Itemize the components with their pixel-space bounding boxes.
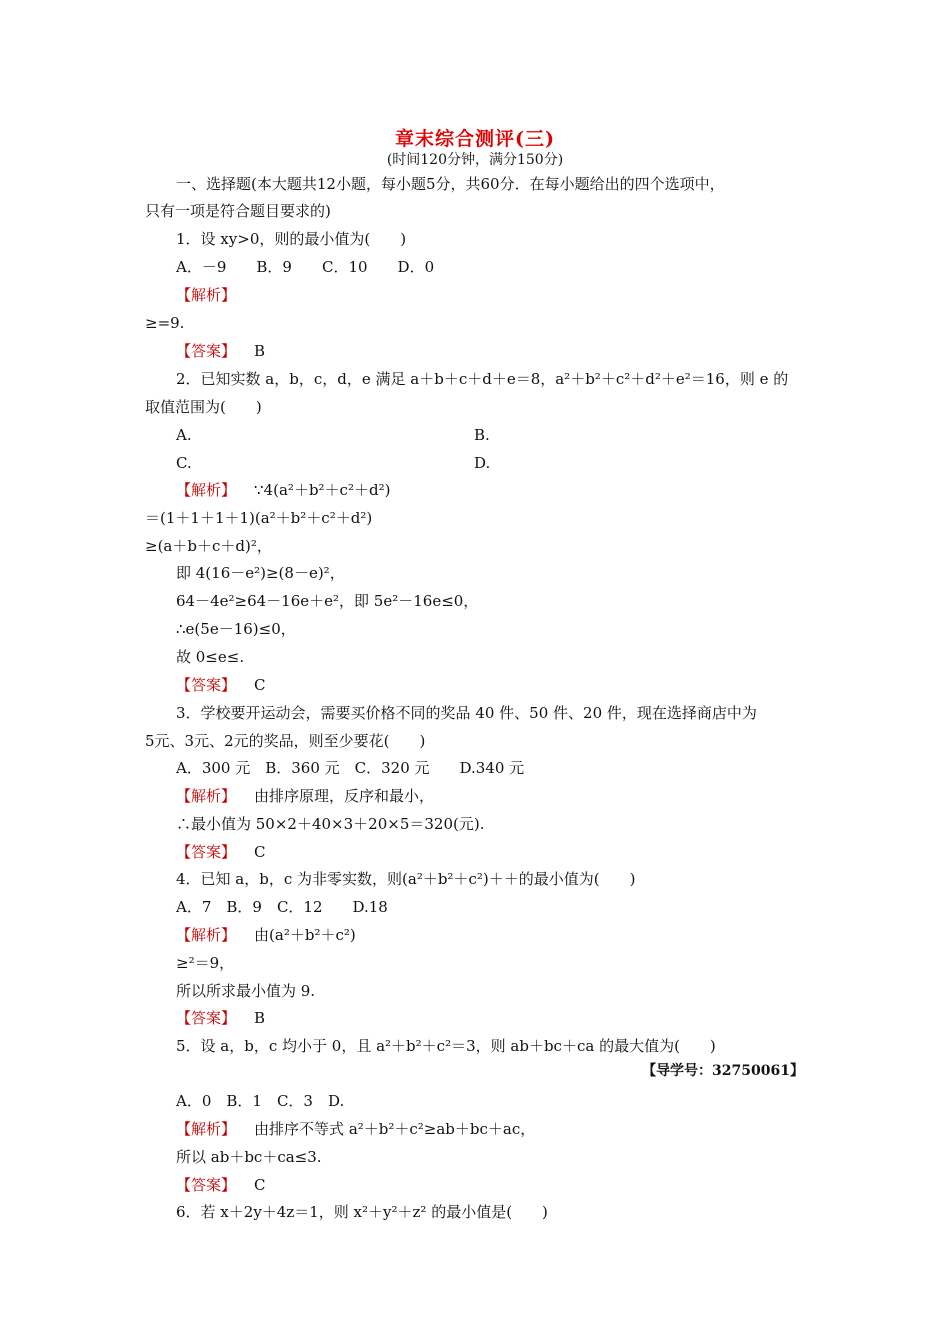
q1-answer [176, 341, 265, 361]
q1-option-b: B．9 [256, 258, 292, 276]
q5-analysis-first [176, 1119, 535, 1139]
q3-answer [176, 842, 266, 862]
q2-analysis-line: 64－4e²≥64－16e＋e²，即 5e²－16e≤0， [176, 592, 479, 610]
q4-answer-value: B [254, 1009, 266, 1027]
q4-answer [176, 1008, 265, 1028]
q5-options: A．0 B．1 C．3 D. [176, 1092, 345, 1110]
q2-option-b: B. [474, 426, 490, 444]
analysis-tag: 【 解析 】 [176, 787, 236, 805]
q2-analysis-first-text: ∵4(a²＋b²＋c²＋d²) [254, 481, 391, 499]
q2-analysis-line: 故 0≤e≤. [176, 648, 245, 666]
answer-tag: 【 答案 】 [176, 342, 236, 360]
page-subtitle: (时间120分钟，满分150分) [386, 152, 564, 168]
q1-answer-value: B [254, 342, 266, 360]
q1-analysis-line: ≥=9. [145, 314, 185, 332]
q1-option-a: A．－9 [176, 258, 227, 276]
q2-analysis-line: ＝(1＋1＋1＋1)(a²＋b²＋c²＋d²) [145, 509, 373, 527]
q2-answer-value: C [254, 676, 266, 694]
analysis-tag: 【 解析 】 [176, 926, 236, 944]
analysis-tag: 【 解析 】 [176, 1120, 236, 1138]
q2-stem-line2: 取值范围为( ) [145, 398, 262, 416]
q4-stem: 4．已知 a，b，c 为非零实数，则(a²＋b²＋c²)＋＋的最小值为( ) [176, 870, 636, 888]
q1-stem: 1．设 xy>0，则的最小值为( ) [176, 230, 407, 248]
section-intro-line2: 只有一项是符合题目要求的) [145, 202, 331, 220]
answer-tag: 【 答案 】 [176, 1009, 236, 1027]
q2-analysis-line: 即 4(16－e²)≥(8－e)²， [176, 564, 345, 582]
answer-tag: 【 答案 】 [176, 1176, 236, 1194]
q5-analysis-first-text: 由排序不等式 a²＋b²＋c²≥ab＋bc＋ac， [254, 1120, 536, 1138]
q4-analysis-line: ≥²＝9， [176, 954, 235, 972]
q5-stem: 5．设 a，b，c 均小于 0，且 a²＋b²＋c²＝3，则 ab＋bc＋ca 的最大值为( ) [176, 1037, 716, 1055]
q2-answer [176, 675, 266, 695]
q3-stem-line1: 3．学校要开运动会，需要买价格不同的奖品 40 件、50 件、20 件，现在选择商店中为 [176, 704, 757, 722]
q5-answer-value: C [254, 1176, 266, 1194]
q2-analysis-line: ≥(a＋b＋c＋d)²， [145, 537, 272, 555]
q2-option-c: C. [176, 454, 192, 472]
q1-options [176, 257, 464, 277]
q5-analysis-line: 所以 ab＋bc＋ca≤3. [176, 1148, 322, 1166]
page-title: 章末综合测评(三) [395, 128, 555, 150]
q2-option-a: A. [176, 426, 192, 444]
q4-options: A．7 B．9 C．12 D.18 [176, 898, 388, 916]
q3-stem-line2: 5元、3元、2元的奖品，则至少要花( ) [145, 732, 426, 750]
q3-options: A．300 元 B．360 元 C．320 元 D.340 元 [176, 759, 525, 777]
q3-analysis-first-text: 由排序原理，反序和最小， [254, 787, 435, 805]
analysis-tag: 【 解析 】 [176, 481, 236, 499]
q5-answer [176, 1175, 266, 1195]
q2-option-d: D. [474, 454, 491, 472]
q3-analysis-first [176, 786, 434, 806]
q4-analysis-first-text: 由(a²＋b²＋c²) [254, 926, 356, 944]
analysis-tag: 【 解析 】 [176, 286, 236, 304]
q4-analysis-first [176, 925, 356, 945]
q3-analysis-line: ∴最小值为 50×2＋40×3＋20×5＝320(元). [176, 815, 485, 833]
q1-option-c: C．10 [321, 258, 368, 276]
q4-analysis-line: 所以所求最小值为 9. [176, 982, 316, 1000]
q2-stem-line1: 2．已知实数 a，b，c，d，e 满足 a＋b＋c＋d＋e＝8，a²＋b²＋c²＋d²＋e²＝16，则 e 的 [176, 370, 789, 388]
q3-answer-value: C [254, 843, 266, 861]
q1-analysis-label [176, 285, 254, 305]
answer-tag: 【 答案 】 [176, 843, 236, 861]
q6-stem: 6．若 x＋2y＋4z＝1，则 x²＋y²＋z² 的最小值是( ) [176, 1203, 548, 1221]
q1-option-d: D．0 [397, 258, 435, 276]
q5-reference-number: 【 导学号：32750061 】 [642, 1060, 804, 1080]
q2-analysis-line: ∴e(5e－16)≤0， [176, 620, 296, 638]
q2-analysis-first [176, 480, 390, 500]
section-intro-line1: 一、选择题(本大题共12小题，每小题5分，共60分．在每小题给出的四个选项中， [176, 175, 725, 193]
answer-tag: 【 答案 】 [176, 676, 236, 694]
